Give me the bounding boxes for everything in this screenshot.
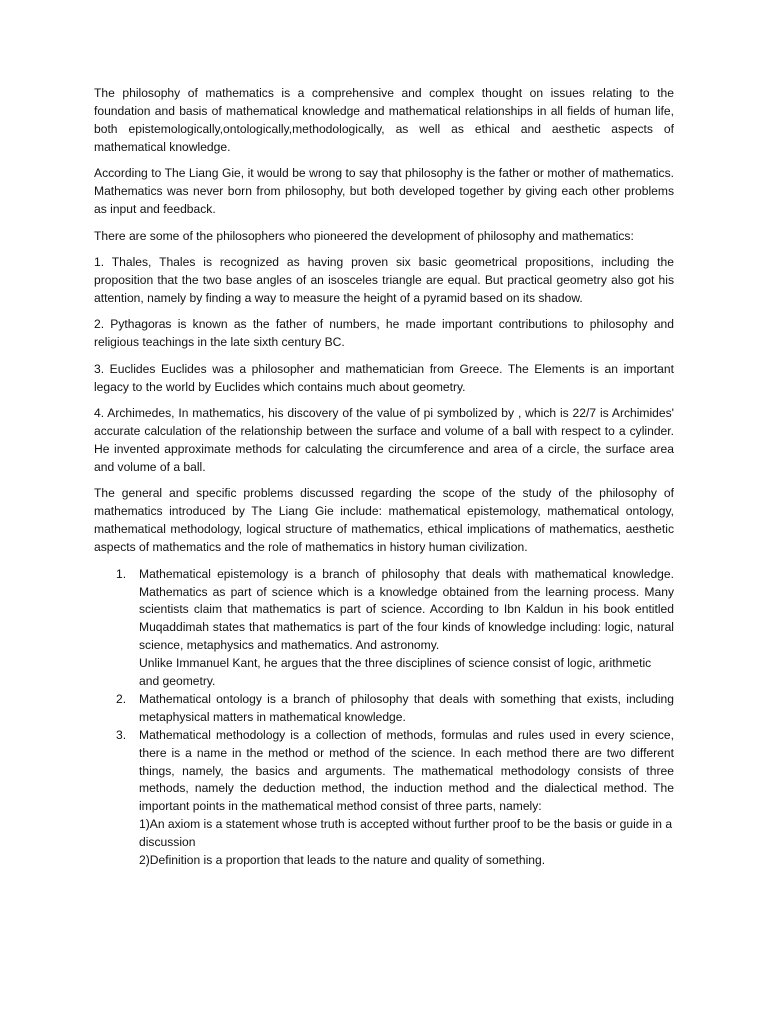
scope-paragraph: The general and specific problems discussed regarding the scope of the study of the philosophy of mathematics introduced by The Liang Gie include: mathematical epistemology, mathematical ontology, mathematical methodology, logical structure of mathematics, ethical implications of mathematics, aesthetic aspects of mathematics and the role of mathematics in history human civilization. [94, 486, 674, 555]
method-point: 2)Definition is a proportion that leads to the nature and quality of something. [139, 853, 546, 868]
list-item [94, 691, 674, 727]
archimedes-paragraph: 4. Archimedes, In mathematics, his discovery of the value of pi symbolized by , which is 22/7 is Archimides' accurate calculation of the relationship between the surface and volume of a ball with respect to a cylinder. He invented approximate methods for calculating the circumference and area of a circle, the surface area and volume of a ball. [94, 406, 674, 474]
list-item-text: Mathematical methodology is a collection of methods, formulas and rules used in every science, there is a name in the method or method of the science. In each method there are two different things, namely, the basics and arguments. The mathematical methodology consists of three methods, namely the deduction method, the induction method and the dialectical method. The important points in the mathematical method consist of three parts, namely: [139, 727, 674, 814]
list-number: 3. [116, 727, 127, 742]
method-point: 1)An axiom is a statement whose truth is accepted without further proof to be the basis or guide in a discussion [139, 817, 673, 850]
philosophers-intro-paragraph: There are some of the philosophers who pioneered the development of philosophy and mathematics: [94, 228, 634, 243]
thales-paragraph: 1. Thales, Thales is recognized as having proven six basic geometrical propositions, including the proposition that the two base angles of an isosceles triangle are equal. But practical geometry also got his attention, namely by finding a way to measure the height of a pyramid based on its shadow. [94, 255, 674, 305]
pythagoras-paragraph: 2. Pythagoras is known as the father of numbers, he made important contributions to philosophy and religious teachings in the late sixth century BC. [94, 317, 674, 350]
list-item-text: Mathematical epistemology is a branch of philosophy that deals with mathematical knowledge. Mathematics as part of science which is a knowledge obtained from the learning process. Many scientists claim that mathematics is part of science. According to Ibn Kaldun in his book entitled Muqaddimah states that mathematics is part of the four kinds of knowledge including: logic, natural science, metaphysics and mathematics. And astronomy. [139, 566, 674, 653]
list-item [94, 566, 674, 691]
document-page [94, 85, 674, 870]
list-item-continuation: Unlike Immanuel Kant, he argues that the three disciplines of science consist of logic, arithmetic and geometry. [139, 656, 652, 689]
numbered-list [94, 566, 674, 870]
liang-gie-paragraph: According to The Liang Gie, it would be wrong to say that philosophy is the father or mother of mathematics. Mathematics was never born from philosophy, but both developed together by giving each other problems as input and feedback. [94, 166, 674, 217]
list-number: 2. [116, 691, 127, 706]
list-item [94, 727, 674, 870]
list-item-text: Mathematical ontology is a branch of philosophy that deals with something that exists, including metaphysical matters in mathematical knowledge. [139, 691, 674, 724]
intro-paragraph: The philosophy of mathematics is a comprehensive and complex thought on issues relating to the foundation and basis of mathematical knowledge and mathematical relationships in all fields of human life, both epistemologically,ontologically,methodologically, as well as ethical and aesthetic aspects of mathematical knowledge. [94, 86, 674, 154]
list-number: 1. [116, 566, 127, 581]
euclides-paragraph: 3. Euclides Euclides was a philosopher and mathematician from Greece. The Elements is an important legacy to the world by Euclides which contains much about geometry. [94, 361, 674, 394]
